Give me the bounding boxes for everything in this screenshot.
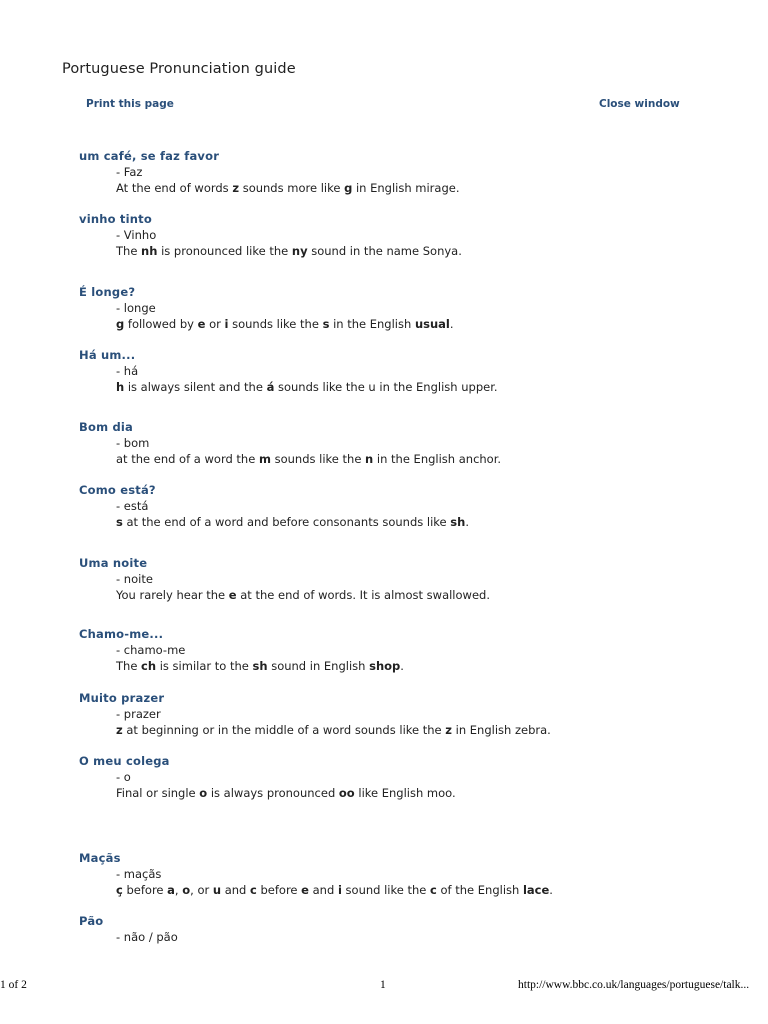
entry-word: - prazer xyxy=(116,707,161,721)
entry-heading: vinho tinto xyxy=(79,212,152,226)
emphasis-text: nh xyxy=(141,244,158,258)
entry xyxy=(79,419,739,467)
emphasis-text: m xyxy=(258,452,271,466)
footer-page-count: 1 of 2 xyxy=(0,979,27,991)
emphasis-text: e xyxy=(197,317,206,331)
description-text: , or xyxy=(190,883,213,897)
description-text: before xyxy=(256,883,302,897)
entry-description xyxy=(116,379,739,395)
description-text: in English zebra. xyxy=(452,723,551,737)
entry-description xyxy=(116,514,739,530)
emphasis-text: lace xyxy=(522,883,550,897)
emphasis-text: s xyxy=(322,317,330,331)
description-text: at beginning or in the middle of a word sounds like the xyxy=(122,723,446,737)
description-text: at the end of words. It is almost swallowed. xyxy=(236,588,490,602)
emphasis-text: ç xyxy=(116,883,123,897)
emphasis-text: oo xyxy=(338,786,355,800)
emphasis-text: ch xyxy=(141,659,157,673)
entry-description xyxy=(116,180,739,196)
entry-word: - não / pão xyxy=(116,930,178,944)
description-text: is always pronounced xyxy=(207,786,339,800)
description-text: . xyxy=(400,659,404,673)
entry xyxy=(79,626,739,674)
emphasis-text: h xyxy=(116,380,125,394)
emphasis-text: c xyxy=(250,883,257,897)
entry-description xyxy=(116,882,739,898)
description-text: sound in the name Sonya. xyxy=(307,244,462,258)
description-text: like English moo. xyxy=(354,786,456,800)
description-text: sound like the xyxy=(341,883,431,897)
entry-heading: É longe? xyxy=(79,285,136,299)
entry-word: - Vinho xyxy=(116,228,157,242)
description-text: sounds more like xyxy=(239,181,345,195)
description-text: and xyxy=(308,883,338,897)
entry xyxy=(79,753,739,801)
entry xyxy=(79,284,739,332)
entry-word: - bom xyxy=(116,436,150,450)
emphasis-text: usual xyxy=(414,317,450,331)
emphasis-text: g xyxy=(116,317,125,331)
emphasis-text: z xyxy=(116,723,123,737)
entry-description xyxy=(116,243,739,259)
description-text: sounds like the xyxy=(228,317,323,331)
entry-description xyxy=(116,722,739,738)
emphasis-text: shop xyxy=(369,659,401,673)
description-text: The xyxy=(116,659,142,673)
description-text: Final or single xyxy=(116,786,200,800)
page-title: Portuguese Pronunciation guide xyxy=(62,61,296,77)
description-text: and xyxy=(221,883,251,897)
entry-heading: Muito prazer xyxy=(79,691,165,705)
entry-description xyxy=(116,658,739,674)
entry xyxy=(79,211,739,259)
entry-heading: Uma noite xyxy=(79,556,148,570)
entry-description xyxy=(116,316,739,332)
emphasis-text: sh xyxy=(450,515,466,529)
description-text: in English mirage. xyxy=(352,181,460,195)
emphasis-text: c xyxy=(430,883,437,897)
entry-heading: um café, se faz favor xyxy=(79,149,220,163)
entry-heading: Maçãs xyxy=(79,851,121,865)
emphasis-text: e xyxy=(228,588,237,602)
footer-url: http://www.bbc.co.uk/languages/portuguese/talk... xyxy=(518,979,750,991)
description-text: The xyxy=(116,244,142,258)
description-text: is always silent and the xyxy=(124,380,267,394)
entry-heading: Pão xyxy=(79,914,104,928)
description-text: before xyxy=(122,883,168,897)
description-text: sounds like the u in the English upper. xyxy=(274,380,498,394)
description-text: , xyxy=(174,883,183,897)
emphasis-text: sh xyxy=(252,659,268,673)
description-text: at the end of a word the xyxy=(116,452,259,466)
description-text: . xyxy=(549,883,553,897)
description-text: is pronounced like the xyxy=(157,244,292,258)
description-text: or xyxy=(205,317,225,331)
emphasis-text: a xyxy=(167,883,175,897)
emphasis-text: z xyxy=(445,723,452,737)
entry-description xyxy=(116,785,739,801)
entry-word: - longe xyxy=(116,301,156,315)
entry-heading: Bom dia xyxy=(79,420,133,434)
entry xyxy=(79,690,739,738)
entry xyxy=(79,482,739,530)
entry-word: - há xyxy=(116,364,139,378)
emphasis-text: u xyxy=(212,883,222,897)
description-text: followed by xyxy=(124,317,198,331)
emphasis-text: n xyxy=(365,452,374,466)
description-text: in the English anchor. xyxy=(373,452,502,466)
description-text: . xyxy=(465,515,469,529)
entry-word: - está xyxy=(116,499,149,513)
entry-heading: O meu colega xyxy=(79,754,170,768)
emphasis-text: e xyxy=(301,883,309,897)
description-text: . xyxy=(449,317,454,331)
emphasis-text: o xyxy=(182,883,191,897)
emphasis-text: ny xyxy=(291,244,308,258)
description-text: sound in English xyxy=(267,659,370,673)
description-text: in the English xyxy=(329,317,415,331)
entry xyxy=(79,555,739,603)
description-text: at the end of a word and before consonants sounds like xyxy=(122,515,451,529)
entry-heading: Chamo-me... xyxy=(79,627,164,641)
emphasis-text: g xyxy=(344,181,353,195)
entry-description xyxy=(116,451,739,467)
entry xyxy=(79,913,739,945)
description-text: is similar to the xyxy=(156,659,253,673)
entry-word: - maçãs xyxy=(116,867,162,881)
description-text: of the English xyxy=(436,883,523,897)
description-text: sounds like the xyxy=(270,452,366,466)
footer-page-number: 1 xyxy=(380,979,386,991)
emphasis-text: á xyxy=(266,380,275,394)
emphasis-text: i xyxy=(337,883,342,897)
entry-heading: Como está? xyxy=(79,483,156,497)
emphasis-text: s xyxy=(116,515,123,529)
print-page-link[interactable]: Print this page xyxy=(86,98,174,110)
emphasis-text: z xyxy=(232,181,240,195)
entry-heading: Há um... xyxy=(79,348,136,362)
emphasis-text: o xyxy=(199,786,208,800)
emphasis-text: i xyxy=(224,317,229,331)
entry-word: - o xyxy=(116,770,131,784)
entry xyxy=(79,347,739,395)
entry-word: - chamo-me xyxy=(116,643,186,657)
entry xyxy=(79,148,739,196)
entry-description xyxy=(116,587,739,603)
entry xyxy=(79,850,739,898)
description-text: You rarely hear the xyxy=(116,588,229,602)
entry-word: - Faz xyxy=(116,165,143,179)
description-text: At the end of words xyxy=(116,181,233,195)
entry-word: - noite xyxy=(116,572,153,586)
close-window-link[interactable]: Close window xyxy=(599,98,680,110)
